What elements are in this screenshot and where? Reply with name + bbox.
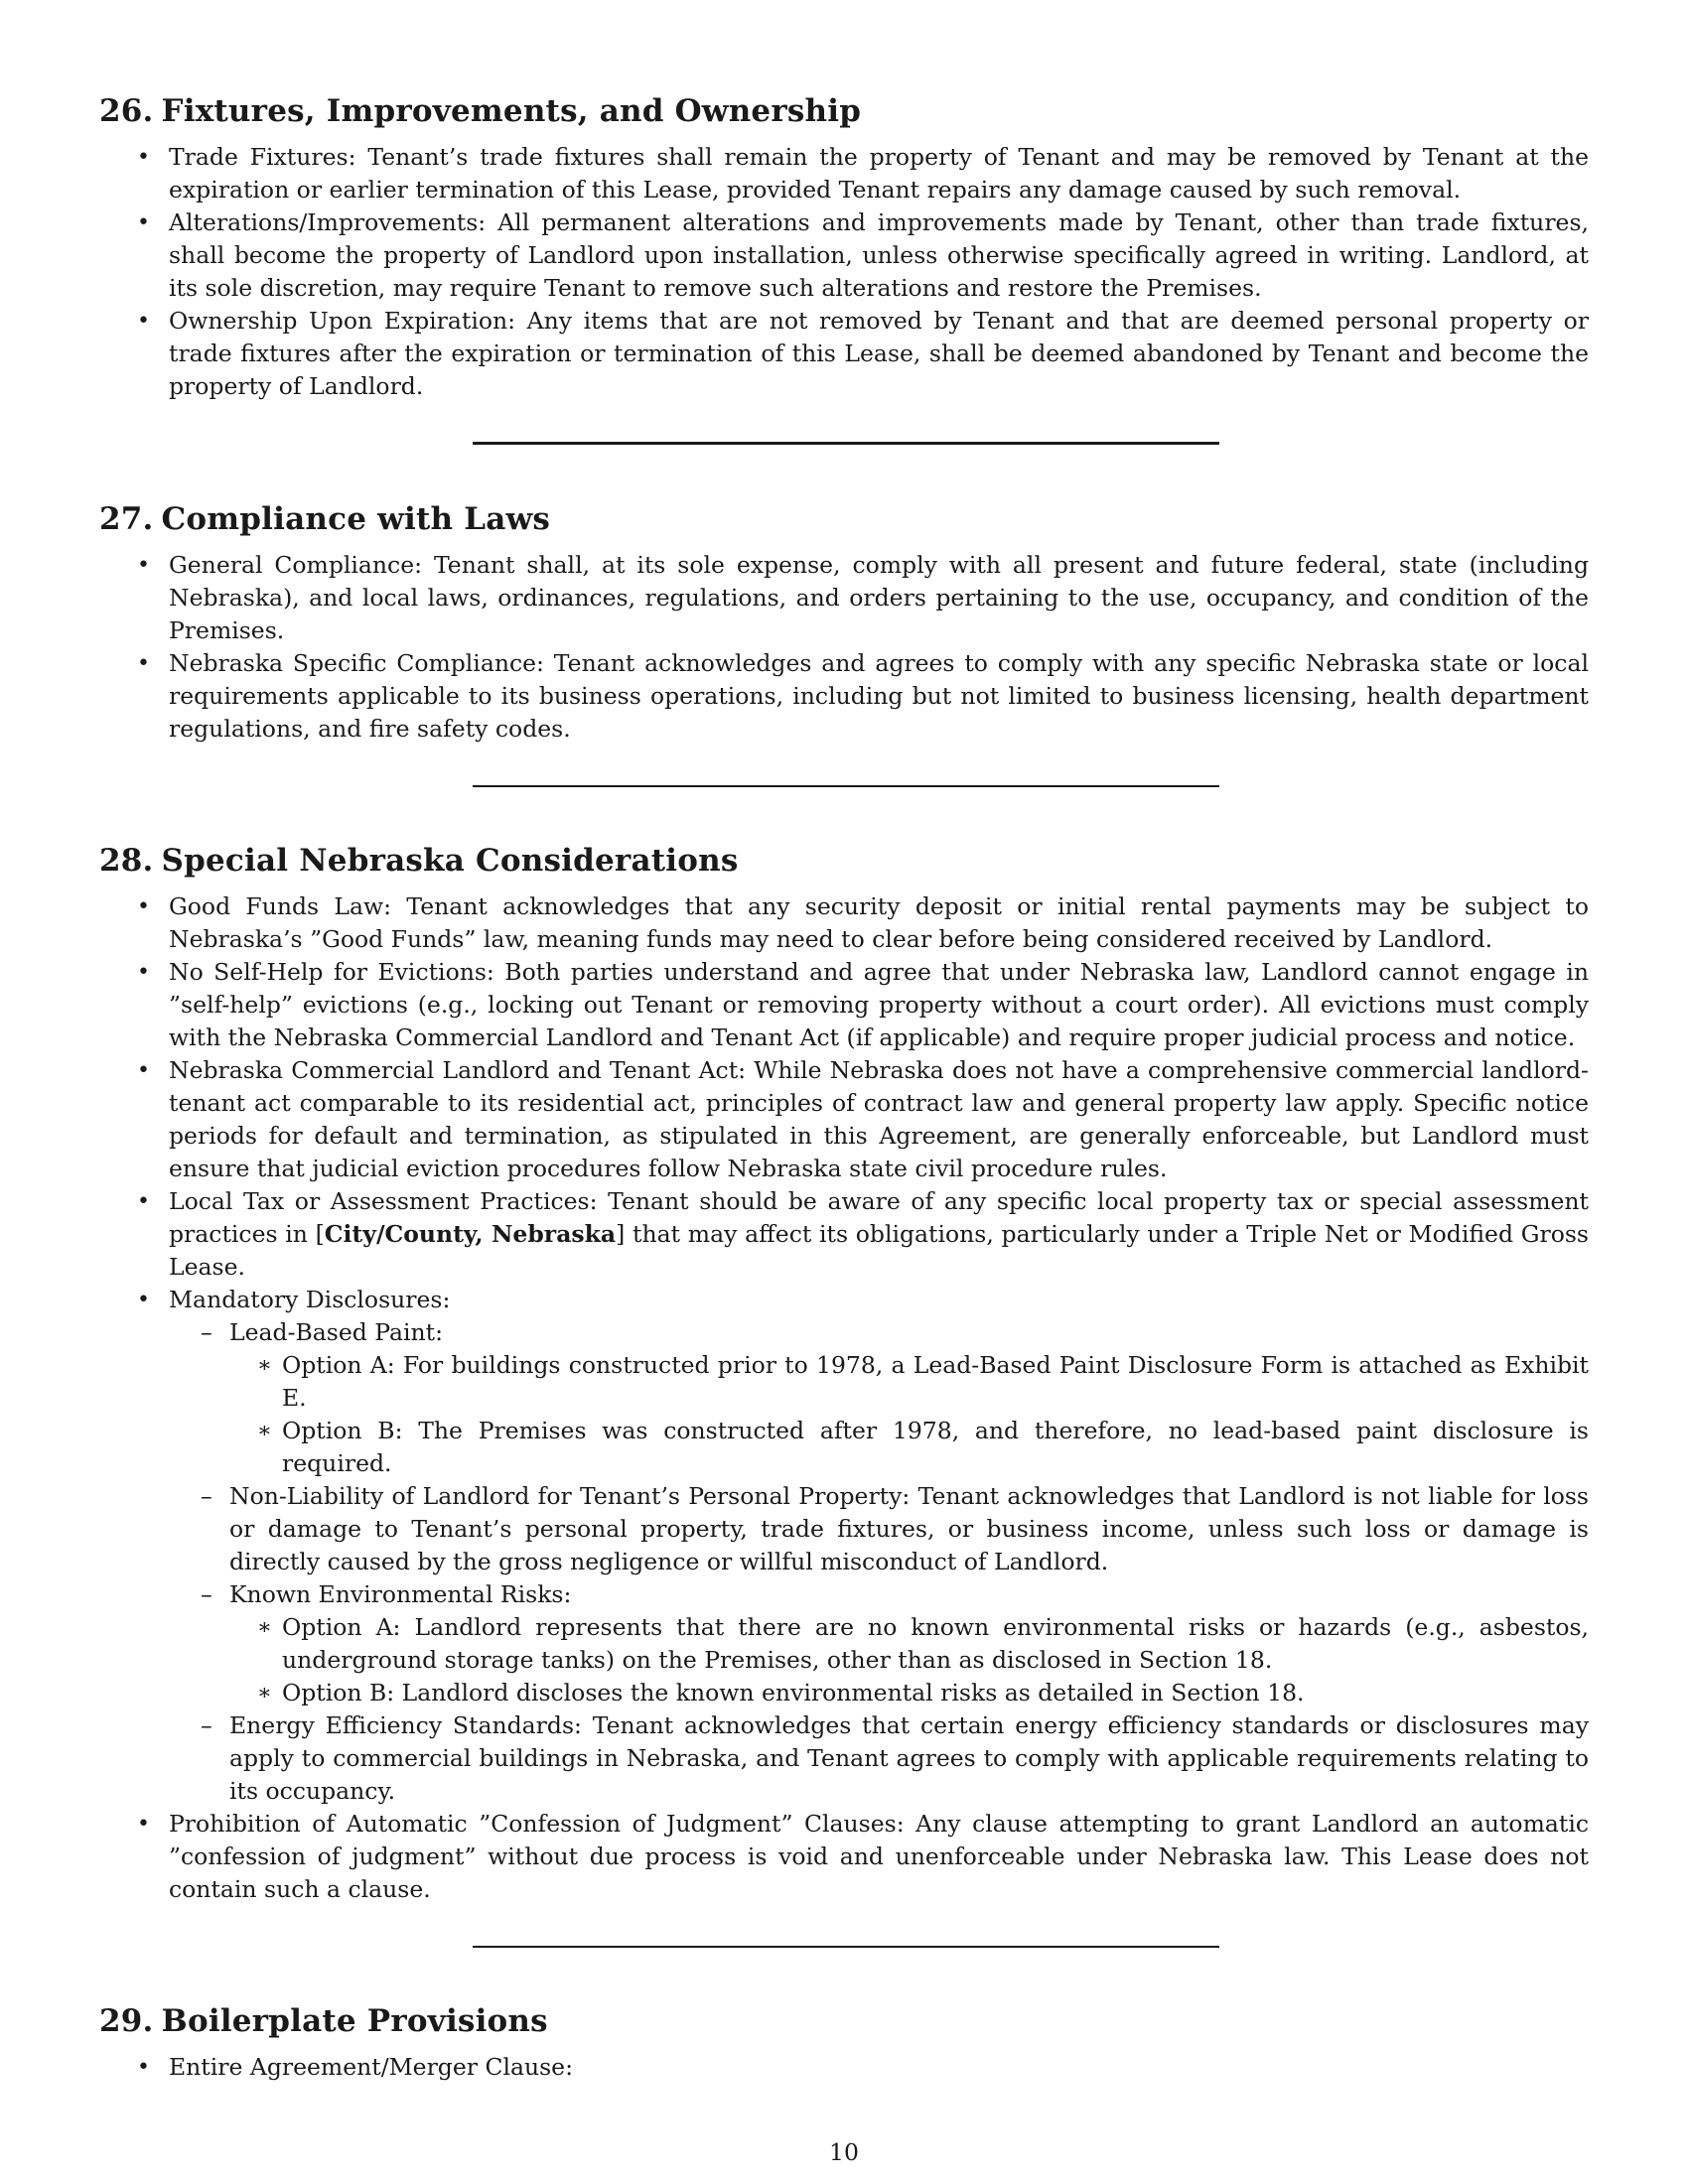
list-item: • Ownership Upon Expiration: Any items that are not removed by Tenant and that are deemed personal property or trade fixtures after the expiration or termination of this Lease, shall be deemed abandoned by Tenant and become the property of Landlord. xyxy=(99,305,1589,403)
option-item: ∗ Option B: Landlord discloses the known environmental risks as detailed in Section 18. xyxy=(229,1677,1589,1709)
option-item: ∗ Option B: The Premises was constructed after 1978, and therefore, no lead-based paint disclosure is required. xyxy=(229,1415,1589,1480)
option-item: ∗ Option A: For buildings constructed prior to 1978, a Lead-Based Paint Disclosure Form is attached as Exhibit E. xyxy=(229,1349,1589,1415)
list-item-mandatory-disclosures xyxy=(99,1284,1589,1808)
list-item: • Trade Fixtures: Tenant’s trade fixtures shall remain the property of Tenant and may be removed by Tenant at the expiration or earlier termination of this Lease, provided Tenant repairs any damage caused by such removal. xyxy=(99,141,1589,206)
list-item: • General Compliance: Tenant shall, at its sole expense, comply with all present and future federal, state (including Nebraska), and local laws, ordinances, regulations, and orders pertaining to the use, occupancy, and condition of the Premises. xyxy=(99,549,1589,647)
sub-item-energy: – Energy Efficiency Standards: Tenant acknowledges that certain energy efficiency standards or disclosures may apply to commercial buildings in Nebraska, and Tenant agrees to comply with applicable requirements relating to its occupancy. xyxy=(169,1709,1589,1808)
sub-item-non-liability: – Non-Liability of Landlord for Tenant’s Personal Property: Tenant acknowledges that Landlord is not liable for loss or damage to Tenant’s personal property, trade fixtures, or business income, unless such loss or damage is directly caused by the gross negligence or willful misconduct of Landlord. xyxy=(169,1480,1589,1578)
list-item-label: • Mandatory Disclosures: xyxy=(169,1286,451,1313)
list-item: • Prohibition of Automatic ”Confession of Judgment” Clauses: Any clause attempting to grant Landlord an automatic ”confession of judgment” without due process is void and unenforceable under Nebraska law. This Lease does not contain such a clause. xyxy=(99,1808,1589,1906)
sub-item-environmental xyxy=(169,1578,1589,1709)
section-divider xyxy=(473,1946,1219,1948)
section-divider xyxy=(473,442,1219,445)
section-26 xyxy=(99,91,1589,403)
section-28 xyxy=(99,841,1589,1906)
section-heading: 26. Fixtures, Improvements, and Ownership xyxy=(99,93,862,129)
option-item: ∗ Option A: Landlord represents that there are no known environmental risks or hazards (e.g., asbestos, underground storage tanks) on the Premises, other than as disclosed in Section 18. xyxy=(229,1611,1589,1677)
list-item: • Entire Agreement/Merger Clause: xyxy=(99,2051,1589,2084)
section-heading: 28. Special Nebraska Considerations xyxy=(99,843,739,879)
list-item: • Nebraska Specific Compliance: Tenant acknowledges and agrees to comply with any specific Nebraska state or local requirements applicable to its business operations, including but not limited to business licensing, health department regulations, and fire safety codes. xyxy=(99,647,1589,746)
section-27 xyxy=(99,499,1589,746)
sub-item-label: – Known Environmental Risks: xyxy=(229,1580,572,1608)
document-page xyxy=(99,91,1589,2084)
bullet-list xyxy=(99,549,1589,746)
bullet-list xyxy=(99,141,1589,403)
list-item: • No Self-Help for Evictions: Both parties understand and agree that under Nebraska law, Landlord cannot engage in ”self-help” evictions (e.g., locking out Tenant or removing property without a court order). All evictions must comply with the Nebraska Commercial Landlord and Tenant Act (if applicable) and require proper judicial process and notice. xyxy=(99,956,1589,1054)
list-item: • Nebraska Commercial Landlord and Tenant Act: While Nebraska does not have a comprehensive commercial landlord-tenant act comparable to its residential act, principles of contract law and general property law apply. Specific notice periods for default and termination, as stipulated in this Agreement, are generally enforceable, but Landlord must ensure that judicial eviction procedures follow Nebraska state civil procedure rules. xyxy=(99,1054,1589,1185)
list-item-local-tax: • Local Tax or Assessment Practices: Tenant should be aware of any specific local property tax or special assessment practices in [City/County, Nebraska] that may affect its obligations, particularly under a Triple Net or Modified Gross Lease. xyxy=(99,1185,1589,1284)
page-number: 10 xyxy=(829,2138,859,2166)
option-list xyxy=(229,1611,1589,1709)
sub-item-lead-paint xyxy=(169,1316,1589,1480)
bullet-list xyxy=(99,890,1589,1906)
sub-item-label: – Lead-Based Paint: xyxy=(229,1318,444,1346)
section-heading: 27. Compliance with Laws xyxy=(99,501,551,537)
bullet-list xyxy=(99,2051,1589,2084)
section-heading: 29. Boilerplate Provisions xyxy=(99,2003,548,2039)
sub-list xyxy=(169,1316,1589,1808)
list-item: • Good Funds Law: Tenant acknowledges that any security deposit or initial rental payments may be subject to Nebraska’s ”Good Funds” law, meaning funds may need to clear before being considered received by Landlord. xyxy=(99,890,1589,956)
option-list xyxy=(229,1349,1589,1480)
section-divider xyxy=(473,785,1219,787)
list-item: • Alterations/Improvements: All permanent alterations and improvements made by Tenant, other than trade fixtures, shall become the property of Landlord upon installation, unless otherwise specifically agreed in writing. Landlord, at its sole discretion, may require Tenant to remove such alterations and restore the Premises. xyxy=(99,206,1589,305)
placeholder-city-county: City/County, Nebraska xyxy=(324,1220,617,1248)
section-29 xyxy=(99,2001,1589,2084)
